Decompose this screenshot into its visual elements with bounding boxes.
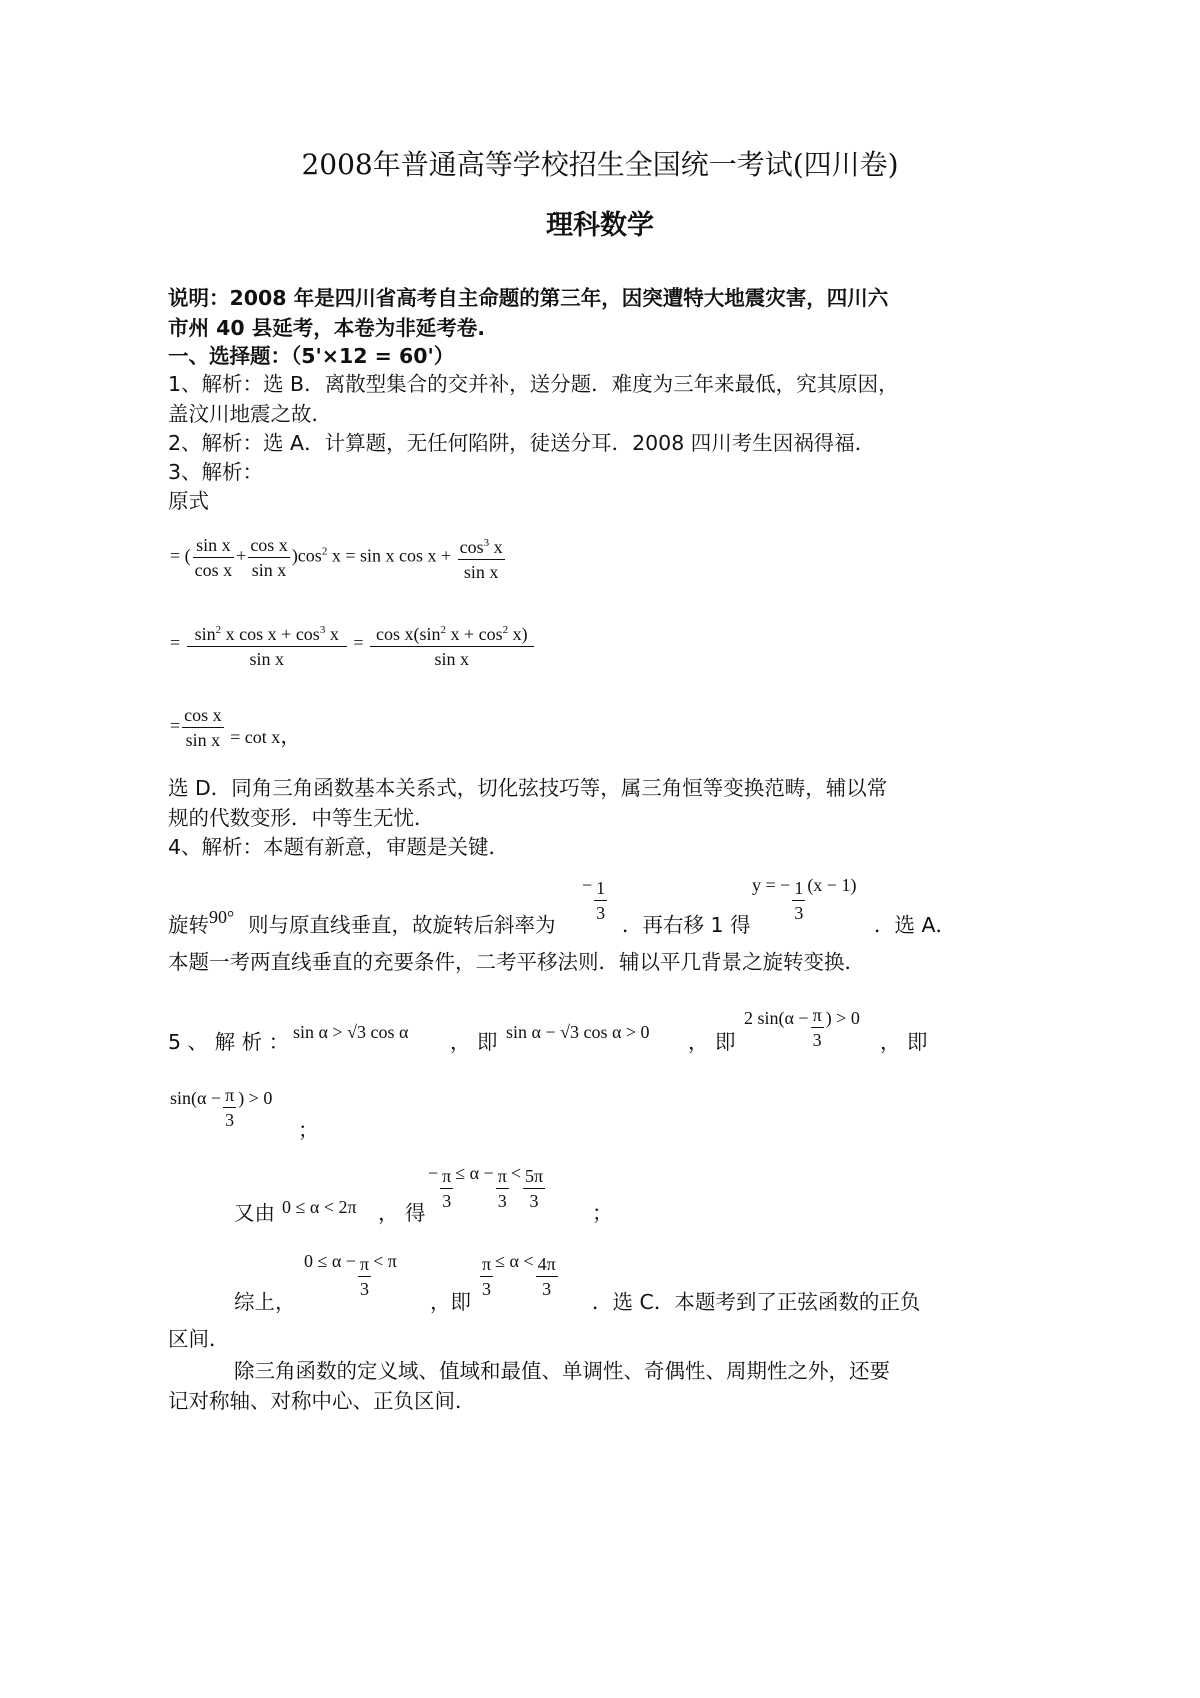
q4-rot-label: 旋转 [168,913,209,937]
frac-den: sin x [434,649,470,669]
q5-youyou: 又由 [234,1201,275,1225]
q5-final-ineq [304,1250,397,1299]
frac-num: π [496,1166,509,1189]
frac-num: π [811,1005,824,1028]
x-var: x [325,624,339,644]
frac-num: π [358,1254,371,1277]
frac-line2-b [370,620,534,669]
frac-cos3-sin [458,533,505,582]
y-eq: y = − [752,874,791,895]
q5-range: 0 ≤ α < 2π [282,1197,357,1217]
q5-ineq-1: sin α > √3 cos α [293,1022,409,1042]
exp-2: 2 [440,624,446,636]
q4-line-2: 本题一考两直线垂直的充要条件，二考平移法则．辅以平几背景之旋转变换． [168,950,865,974]
gt-zero: ) > 0 [238,1087,273,1108]
frac-den: 3 [794,903,804,923]
q5-2sin [744,1005,860,1050]
q5-ineq-range [428,1162,547,1211]
exp-2: 2 [502,624,509,636]
frac-5pi-3 [523,1166,545,1211]
num-start: cos x(sin [375,624,441,644]
q3-heading: 3、解析： [168,460,264,484]
frac-num: cos x [248,535,290,558]
q4-slope [582,874,609,923]
frac-den: 3 [225,1110,235,1130]
page-subtitle: 理科数学 [546,210,654,241]
math-line-1 [170,533,507,582]
note-line-1: 说明：2008 年是四川省高考自主命题的第三年，因突遭特大地震灾害，四川六 [168,286,889,310]
frac-pi-3 [811,1005,824,1050]
frac-pi-3 [496,1166,509,1211]
frac-num [458,533,505,560]
num-tail: x cos x + cos [221,624,320,644]
frac-num: 5π [523,1166,545,1189]
frac-num: sin x [193,535,235,558]
q5-select-c: ．选 C．本题考到了正弦函数的正负 [592,1290,921,1314]
frac-den: 3 [542,1279,552,1299]
x-minus-1: (x − 1) [807,874,857,895]
cot-result: = cot x [225,726,281,747]
frac-den: 3 [812,1030,822,1050]
frac-num [370,620,534,647]
cos-word: cos [459,537,484,557]
x-var: x [489,537,503,557]
comma: ， [280,723,301,748]
gt-zero: ) > 0 [825,1007,860,1028]
math-close-cos: )cos [291,545,322,566]
q5-answer-range [478,1250,560,1299]
minus-sign: − [428,1162,439,1183]
eq-sign: = [170,632,181,653]
page-title: 2008年普通高等学校招生全国统一考试(四川卷) [301,148,899,181]
q5-semi-1: ； [298,1118,319,1142]
plus-sign: + [236,545,247,566]
frac-num: 1 [594,878,607,901]
exp-3: 3 [483,537,490,549]
q5-semi-2: ； [592,1201,613,1225]
exp-2: 2 [321,545,328,558]
frac-pi-3 [480,1254,493,1299]
q5-qujian: 区间． [168,1327,230,1351]
q5-ineq-2: sin α − √3 cos α > 0 [506,1022,650,1042]
q5-ji-2: ， 即 [688,1030,736,1054]
q4-text-shift: ．再右移 1 得 [622,913,751,937]
frac-den: 3 [596,903,606,923]
q5-sin-pos [170,1085,272,1130]
le-a: ≤ α < [495,1250,534,1271]
num-end: x) [508,624,528,644]
frac-num: 1 [792,878,805,901]
num-mid: x + cos [445,624,503,644]
frac-den: sin x [249,649,284,669]
frac-pi-3 [440,1166,453,1211]
frac-num: 4π [536,1254,558,1277]
q4-text-select: ．选 A． [874,913,957,937]
frac-cos-sin [182,705,224,750]
q4-degree: 90° [209,907,235,927]
frac-den: sin x [251,560,287,580]
frac-num: π [480,1254,493,1277]
lt-pi: < π [373,1250,397,1271]
q5-zong: 综上， [234,1290,296,1314]
exp-3: 3 [319,624,326,636]
frac-pi-3 [358,1254,371,1299]
frac-line2-a [187,620,347,669]
q4-line-eq [752,874,857,923]
exp-2: 2 [215,624,222,636]
minus-sign: − [582,874,593,895]
frac-one-third [792,878,805,923]
q1-line-1: 1、解析：选 B．离散型集合的交并补，送分题．难度为三年来最低，究其原因， [168,372,899,396]
q5-final-1: 除三角函数的定义域、值域和最值、单调性、奇偶性、周期性之外，还要 [234,1359,890,1383]
frac-den: 3 [497,1191,507,1211]
frac-den: 3 [360,1279,370,1299]
frac-den: sin x [185,730,221,750]
sin-open: 2 sin(α − [744,1007,809,1028]
frac-num: π [223,1085,236,1108]
math-line-2 [170,620,536,669]
math-eq-part: x = sin x cos x + [327,545,452,566]
frac-one-third [594,878,607,923]
frac-num [187,620,347,647]
q5-final-2: 记对称轴、对称中心、正负区间． [168,1389,476,1413]
math-line-3 [170,705,301,750]
frac-4pi-3 [536,1254,558,1299]
q5-ji-3: ， 即 [880,1030,928,1054]
q5-heading: 5 、 解 析 ： [168,1030,290,1054]
frac-num: π [440,1166,453,1189]
sin-word: sin [194,624,216,644]
frac-num: cos x [182,705,224,728]
zero-le: 0 ≤ α − [304,1250,356,1271]
math-open: = ( [170,545,191,566]
frac-pi-3 [223,1085,236,1130]
eq-sign: = [170,715,181,736]
sin-open: sin(α − [170,1087,222,1108]
q2-line: 2、解析：选 A．计算题，无任何陷阱，徒送分耳．2008 四川考生因祸得福． [168,431,876,455]
q5-de: ， 得 [378,1201,426,1225]
frac-den: 3 [442,1191,452,1211]
frac-cos-sin [248,535,290,580]
eq-sign: = [353,632,364,653]
q5-ji-4: ，即 [430,1290,471,1314]
frac-den: 3 [529,1191,539,1211]
le-a-minus: ≤ α − [455,1162,494,1183]
section-heading: 一、选择题：（5'×12 = 60'） [168,344,455,368]
frac-den: 3 [482,1279,492,1299]
q3-conclusion-2: 规的代数变形．中等生无忧． [168,806,435,830]
frac-den: cos x [194,560,233,580]
q1-line-2: 盖汶川地震之故． [168,402,332,426]
q3-yuanshi: 原式 [168,489,209,513]
q5-ji-1: ， 即 [450,1030,498,1054]
note-line-2: 市州 40 县延考，本卷为非延考卷. [168,316,486,340]
q3-conclusion-1: 选 D．同角三角函数基本关系式，切化弦技巧等，属三角恒等变换范畴，辅以常 [168,776,888,800]
frac-den: sin x [463,562,499,582]
frac-sin-cos [193,535,235,580]
q4-heading: 4、解析：本题有新意，审题是关键． [168,835,510,859]
lt-sign: < [510,1162,521,1183]
q4-text-mid: 则与原直线垂直，故旋转后斜率为 [248,913,556,937]
